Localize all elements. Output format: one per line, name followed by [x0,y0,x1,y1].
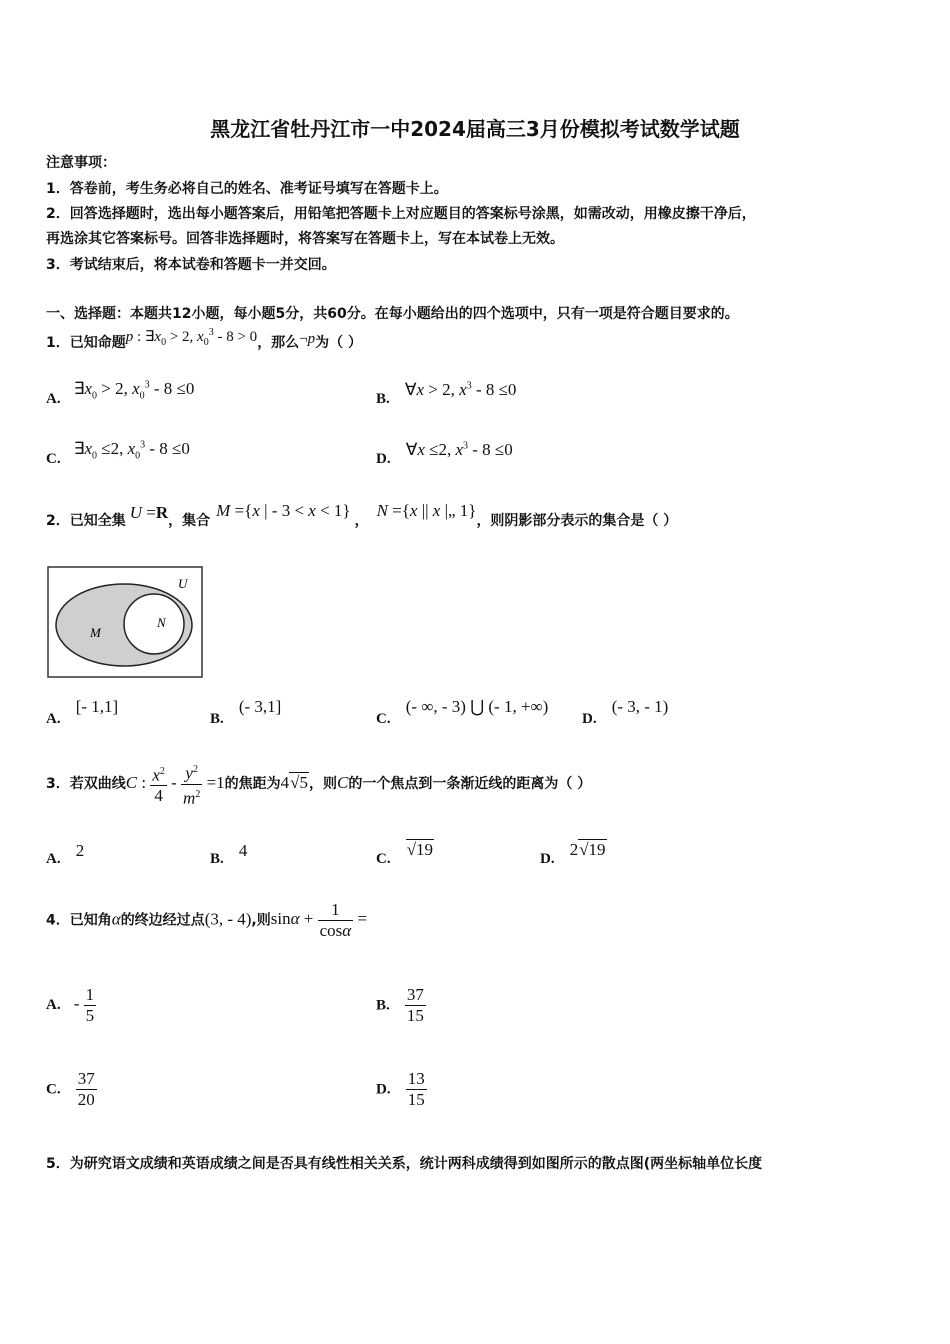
q3-option-b[interactable]: B. 4 [210,841,248,867]
q4-option-a[interactable]: A. - $\frac{1}{5}$ [46,985,95,1025]
q2-option-c[interactable]: C. (- ∞, - 3) ⋃ (- 1, +∞) [376,697,549,727]
q3-option-d[interactable]: D. 2√19 [540,840,606,867]
q1-option-b[interactable]: B. ∀x > 2, $x^3 - 8 \le 0$ [376,380,517,407]
q1-option-d[interactable]: D. ∀x ≤2, $x^3 - 8 \le 0$ [376,440,513,467]
q1-proposition: p : $\exists x_0 > 2$, $x_0^3 - 8 > 0$ [125,327,258,348]
q1-suffix: 为（ ） [315,335,363,351]
q1-option-a[interactable]: A. $\exists x_0 > 2$, $x_0^3 - 8 \le 0$ [46,379,195,407]
q3-hyperbola: C : $\frac{x^2}{4}$ - $\frac{y^2}{m^2}$ =1 [126,773,225,792]
question-5: 5．为研究语文成绩和英语成绩之间是否具有线性相关关系，统计两科成绩得到如图所示的散点图(两坐标轴单位长度 [46,1156,763,1172]
question-1 [46,327,363,354]
venn-label-n: N [157,615,166,630]
q2-set-m: M ={x | - 3 < x < 1} [216,501,351,520]
q4-option-b[interactable]: B. $\frac{37}{15}$ [376,985,424,1025]
notice-item-2: 2．回答选择题时，选出每小题答案后，用铅笔把答题卡上对应题目的答案标号涂黑，如需改动，用橡皮擦干净后， [46,206,756,222]
q3-option-c[interactable]: C. √19 [376,840,434,867]
question-4: 4．已知角α的终边经过点(3, - 4),则sinα + $\frac{1}{\cos\alpha}$ = [46,900,368,940]
notice-item-1: 1．答卷前，考生务必将自己的姓名、准考证号填写在答题卡上。 [46,181,448,197]
q3-focal: 4√5 [280,773,309,793]
question-2: 2．已知全集 U =R，集合M ={x | - 3 < x < 1}，N ={x || x |„ 1}，则阴影部分表示的集合是（ ） [46,501,678,529]
venn-label-m: M [90,625,101,640]
q2-prefix: 2．已知全集 [46,513,126,529]
q1-option-c[interactable]: C. $\exists x_0 \le 2$, $x_0^3 - 8 \le 0$ [46,439,190,467]
notice-item-3: 3．考试结束后，将本试卷和答题卡一并交回。 [46,257,336,273]
venn-label-u: U [178,576,188,591]
q2-set-n: N ={x || x |„ 1} [376,501,477,520]
q2-universe: U =R [129,503,169,522]
question-3: 3．若双曲线C : $\frac{x^2}{4}$ - $\frac{y^2}{m^2}$ =1的焦距为4√5，则C的一个焦点到一条渐近线的距离为（ ） [46,760,591,808]
notice-heading: 注意事项： [46,155,116,171]
q1-prefix: 1．已知命题 [46,335,126,351]
q4-expression: sinα + $\frac{1}{\cos\alpha}$ = [270,900,368,940]
notice-item-2-cont: 再选涂其它答案标号。回答非选择题时，将答案写在答题卡上，写在本试卷上无效。 [46,231,564,247]
q2-option-a[interactable]: A. [- 1,1] [46,697,119,727]
q2-option-d[interactable]: D. (- 3, - 1) [582,697,669,727]
q4-option-d[interactable]: D. $\frac{13}{15}$ [376,1069,425,1109]
q2-option-b[interactable]: B. (- 3,1] [210,697,282,727]
q1-neg-p: ¬p [299,331,316,347]
section-heading: 一、选择题：本题共12小题，每小题5分，共60分。在每小题给出的四个选项中，只有一项是符合题目要求的。 [46,306,739,322]
venn-set-n [124,594,184,654]
venn-diagram [46,565,206,681]
q4-point: (3, - 4) [204,909,252,929]
page-title: 黑龙江省牡丹江市一中2024届高三3月份模拟考试数学试题 [210,117,740,141]
q3-option-a[interactable]: A. 2 [46,841,85,867]
q4-option-c[interactable]: C. $\frac{37}{20}$ [46,1069,95,1109]
q1-middle: ，那么 [257,335,300,351]
